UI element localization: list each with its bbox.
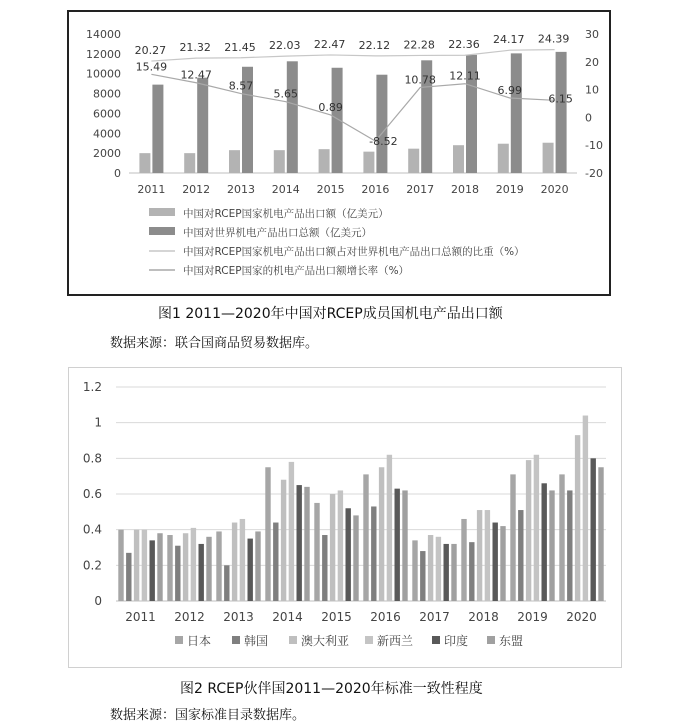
bar-3 [534,455,539,601]
data-label-growth: 6.15 [548,92,573,106]
bar-2 [281,480,286,601]
bar-1 [567,490,572,601]
bar-0 [216,531,221,601]
bar-5 [255,531,260,601]
bar-rcep-export [453,145,464,173]
legend-label-2: 澳大利亚 [301,634,350,648]
figure1-caption: 图1 2011—2020年中国对RCEP成员国机电产品出口额 [158,306,503,322]
bar-rcep-export [139,153,150,173]
bar-1 [469,542,474,601]
data-label-share: 22.36 [448,38,480,52]
y2-tick-label: 0 [585,111,592,125]
figure1-chart [69,12,609,294]
bar-0 [265,467,270,601]
legend-swatch-rcep-export [149,208,175,216]
data-label-share: 22.28 [403,38,435,52]
x-tick-label: 2019 [517,610,548,624]
x-tick-label: 2015 [321,610,352,624]
legend-swatch-5 [487,636,495,644]
x-tick-label: 2014 [272,610,303,624]
bar-4 [346,508,351,601]
bar-0 [461,519,466,601]
x-tick-label: 2018 [468,610,499,624]
data-label-share: 24.17 [493,33,525,47]
data-label-share: 21.32 [179,41,211,55]
bar-5 [549,490,554,601]
data-label-growth: 12.11 [449,69,481,83]
bar-5 [304,487,309,601]
bar-0 [363,474,368,601]
y2-tick-label: 30 [585,28,599,41]
legend-swatch-1 [232,636,240,644]
bar-0 [167,535,172,601]
bar-2 [477,510,482,601]
x-tick-label: 2017 [406,183,435,196]
y2-tick-label: -10 [585,139,603,153]
y2-tick-label: 10 [585,83,599,97]
bar-rcep-export [363,152,374,173]
bar-1 [273,523,278,601]
bar-1 [371,506,376,601]
y-tick-label: 1.2 [82,380,102,394]
bar-0 [510,474,515,601]
data-label-share: 21.45 [224,40,256,54]
bar-4 [297,485,302,601]
bar-2 [526,460,531,601]
data-label-share: 22.12 [358,38,391,52]
y-tick-label: 8000 [93,87,121,101]
x-tick-label: 2020 [566,610,597,624]
bar-2 [183,533,188,601]
legend-swatch-4 [432,636,440,644]
y2-tick-label: 20 [585,55,599,69]
data-label-growth: 8.57 [228,79,254,93]
legend-label-4: 印度 [444,634,469,648]
bar-rcep-export [408,149,419,173]
bar-4 [199,544,204,601]
legend-swatch-0 [175,636,183,644]
bar-1 [322,535,327,601]
bar-world-export [197,78,208,173]
data-label-share: 20.27 [134,44,167,58]
bar-1 [420,551,425,601]
data-label-share: 22.03 [269,39,301,53]
bar-3 [240,519,245,601]
line-growth-rate [151,74,554,141]
x-tick-label: 2016 [370,610,401,624]
x-tick-label: 2012 [174,610,205,624]
bar-5 [451,544,456,601]
bar-0 [559,474,564,601]
legend-swatch-3 [365,636,373,644]
bar-1 [518,510,523,601]
line-share [151,50,554,61]
bar-1 [224,565,229,601]
legend-label-3: 新西兰 [377,634,414,648]
bar-4 [248,539,253,601]
y-tick-label: 14000 [86,28,121,41]
bar-4 [591,458,596,601]
data-label-growth: 10.78 [404,73,436,87]
data-label-growth: 0.89 [318,100,343,114]
bar-2 [575,435,580,601]
y-tick-label: 0 [114,167,121,180]
x-tick-label: 2016 [361,183,390,196]
legend-label-1: 韩国 [244,634,269,648]
data-label-growth: 15.49 [135,60,168,74]
bar-rcep-export [274,150,285,173]
y-tick-label: 1 [94,415,102,430]
bar-5 [402,490,407,601]
bar-world-export [152,85,163,173]
y-tick-label: 0.4 [82,522,102,537]
data-label-share: 24.39 [537,32,570,46]
y-tick-label: 4000 [93,127,121,141]
y2-tick-label: -20 [585,167,603,180]
legend-swatch-world-export [149,227,175,235]
bar-rcep-export [229,150,240,173]
bar-1 [175,546,180,601]
bar-2 [232,523,237,601]
bar-5 [206,537,211,601]
bar-3 [289,462,294,601]
bar-4 [493,523,498,601]
legend-label-world-export: 中国对世界机电产品出口总额（亿美元） [183,227,372,239]
bar-0 [118,530,123,601]
bar-world-export [287,61,298,173]
x-tick-label: 2011 [125,610,156,624]
x-tick-label: 2015 [316,183,345,196]
x-tick-label: 2013 [223,610,254,624]
bar-3 [436,537,441,601]
x-tick-label: 2017 [419,610,450,624]
x-tick-label: 2014 [271,183,300,196]
legend-label-0: 日本 [187,634,212,648]
bar-1 [126,553,131,601]
legend-swatch-2 [289,636,297,644]
bar-4 [150,540,155,601]
bar-2 [379,467,384,601]
x-tick-label: 2012 [182,183,211,196]
figure2-chart [69,368,621,667]
bar-3 [338,490,343,601]
bar-5 [598,467,603,601]
figure1-source: 数据来源：联合国商品贸易数据库。 [110,336,319,351]
x-tick-label: 2011 [137,183,166,196]
legend-label-growth: 中国对RCEP国家的机电产品出口额增长率（%） [183,265,410,277]
legend-label-5: 东盟 [499,634,524,648]
bar-4 [542,483,547,601]
data-label-growth: 12.47 [180,68,212,82]
bar-rcep-export [319,149,330,173]
bar-rcep-export [543,143,554,173]
bar-world-export [376,75,387,173]
bar-3 [387,455,392,601]
data-label-growth: 5.65 [273,87,299,101]
y-tick-label: 10000 [86,67,121,81]
x-tick-label: 2013 [227,183,255,196]
figure2-caption: 图2 RCEP伙伴国2011—2020年标准一致性程度 [180,681,483,697]
bar-4 [395,489,400,601]
bar-5 [157,533,162,601]
data-label-share: 22.47 [313,37,346,51]
bar-0 [314,503,319,601]
bar-3 [142,530,147,601]
bar-5 [500,526,505,601]
y-tick-label: 12000 [86,47,121,61]
y-tick-label: 0 [94,594,102,608]
bar-2 [134,530,139,601]
y-tick-label: 6000 [93,107,121,121]
legend-label-share: 中国对RCEP国家机电产品出口额占对世界机电产品出口总额的比重（%） [183,246,525,258]
bar-3 [485,510,490,601]
bar-0 [412,540,417,601]
bar-rcep-export [184,153,195,173]
bar-world-export [511,53,522,173]
data-label-growth: -8.52 [369,135,398,149]
figure2-source: 数据来源：国家标准目录数据库。 [110,708,306,723]
x-tick-label: 2019 [495,183,524,196]
y-tick-label: 0.8 [82,451,102,466]
data-label-growth: 6.99 [497,83,523,97]
y-tick-label: 0.6 [82,487,102,501]
bar-5 [353,515,358,601]
x-tick-label: 2020 [540,183,569,196]
bar-world-export [556,52,567,173]
y-tick-label: 0.2 [82,558,102,573]
bar-4 [444,544,449,601]
bar-rcep-export [498,144,509,173]
bar-3 [191,528,196,601]
bar-3 [583,416,588,601]
bar-2 [428,535,433,601]
y-tick-label: 2000 [93,147,121,161]
bar-2 [330,494,335,601]
x-tick-label: 2018 [451,183,479,196]
legend-label-rcep-export: 中国对RCEP国家机电产品出口额（亿美元） [183,208,389,220]
